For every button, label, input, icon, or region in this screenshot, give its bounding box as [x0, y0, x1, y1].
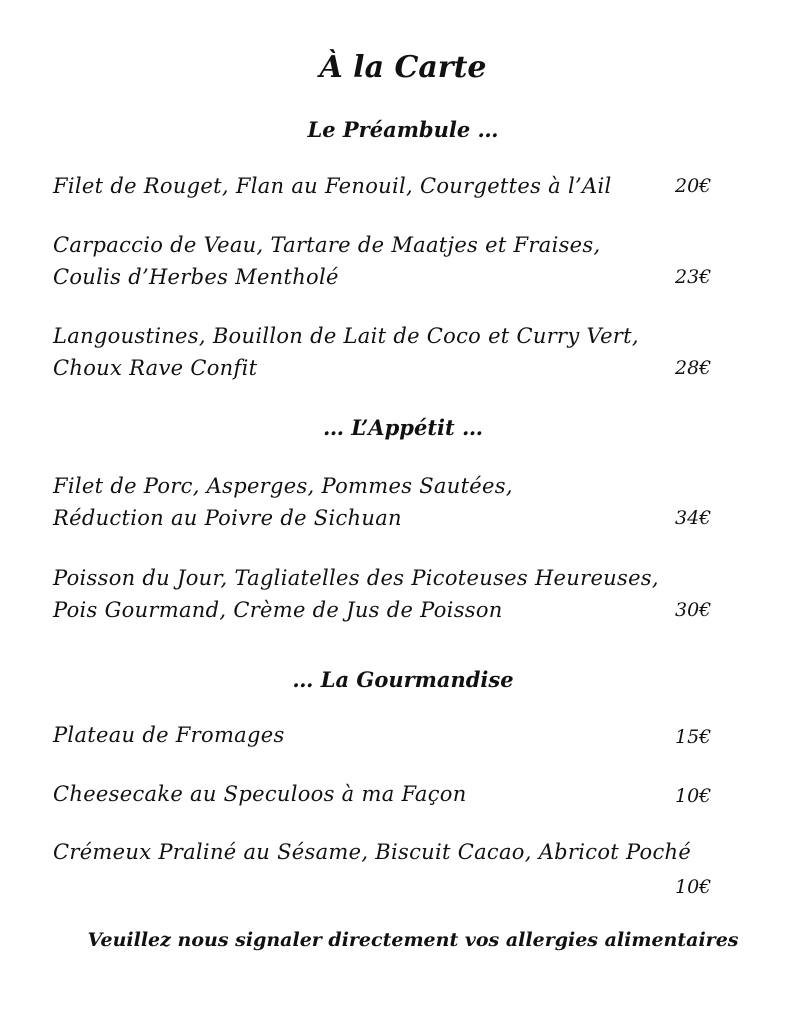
- menu-item-price: 34€: [675, 507, 712, 529]
- menu-item: [53, 320, 733, 384]
- menu-item-description: Coulis d’Herbes Mentholé: [53, 265, 339, 289]
- menu-item: [53, 470, 733, 534]
- allergy-notice: Veuillez nous signaler directement vos allergies alimentaires: [87, 929, 739, 951]
- menu-item-description: Cheesecake au Speculoos à ma Façon: [53, 782, 467, 806]
- menu-item: [53, 229, 733, 293]
- menu-item: [53, 778, 733, 810]
- menu-item-price: 20€: [675, 175, 712, 197]
- menu-item-price: 23€: [675, 266, 712, 288]
- menu-item: [53, 562, 733, 626]
- section-heading-appetit: … L’Appétit …: [322, 415, 484, 440]
- menu-item-description: Filet de Rouget, Flan au Fenouil, Courgettes à l’Ail: [53, 174, 612, 198]
- menu-item-description: Pois Gourmand, Crème de Jus de Poisson: [53, 598, 503, 622]
- section-heading-gourmandise: … La Gourmandise: [292, 667, 514, 692]
- menu-item-price: 10€: [675, 876, 712, 898]
- section-heading-preambule: Le Préambule …: [307, 117, 499, 142]
- menu-item-description: Réduction au Poivre de Sichuan: [53, 506, 402, 530]
- menu-item-description: Choux Rave Confit: [53, 356, 258, 380]
- menu-item: [53, 836, 733, 898]
- menu-item-description: Langoustines, Bouillon de Lait de Coco et Curry Vert,: [53, 324, 639, 348]
- menu-item-price: 28€: [675, 357, 712, 379]
- menu-item-price: 10€: [675, 785, 712, 807]
- menu-item-description: Crémeux Praliné au Sésame, Biscuit Cacao, Abricot Poché: [53, 840, 692, 864]
- menu-item-description: Plateau de Fromages: [53, 723, 285, 747]
- menu-title: À la Carte: [319, 50, 487, 85]
- menu-item-price: 30€: [675, 599, 712, 621]
- menu-item-description: Filet de Porc, Asperges, Pommes Sautées,: [53, 474, 513, 498]
- menu-item-price: 15€: [675, 726, 712, 748]
- menu-item: [53, 719, 733, 751]
- menu-item-description: Carpaccio de Veau, Tartare de Maatjes et Fraises,: [53, 233, 601, 257]
- menu-item-description: Poisson du Jour, Tagliatelles des Picoteuses Heureuses,: [53, 566, 659, 590]
- menu-item: [53, 170, 733, 202]
